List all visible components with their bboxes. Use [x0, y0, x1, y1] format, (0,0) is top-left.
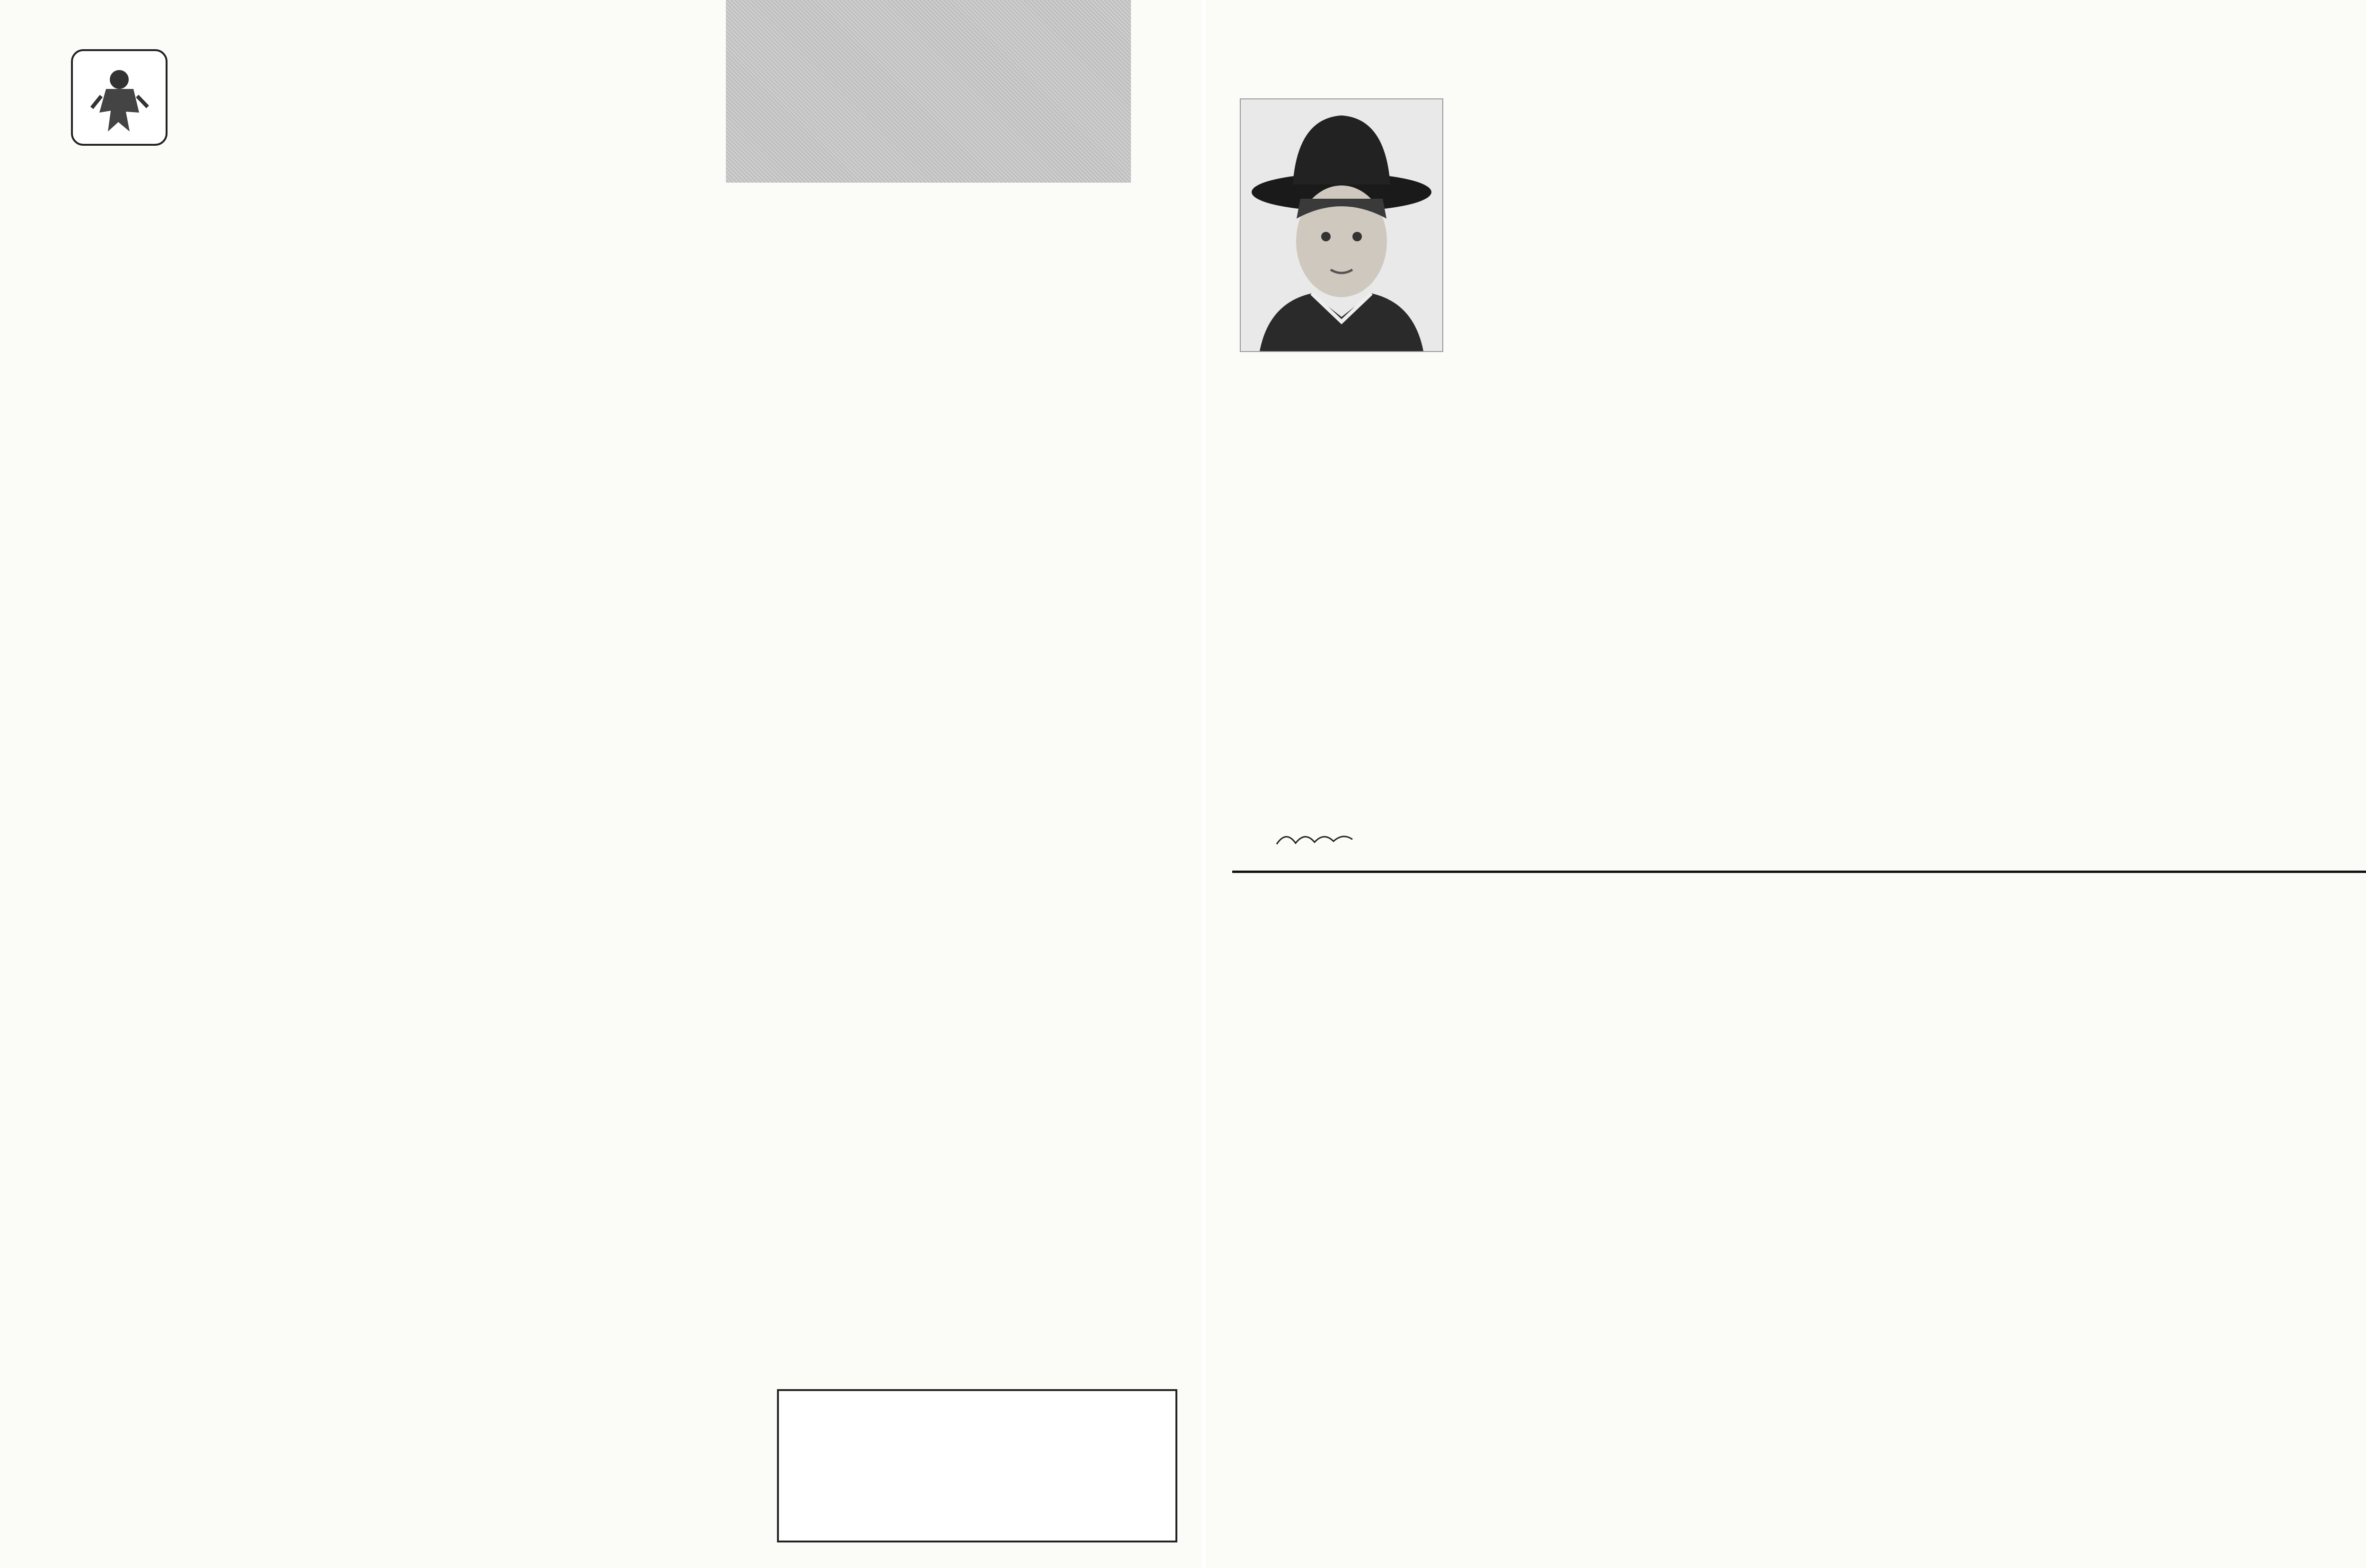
- page-divider: [1232, 871, 2366, 873]
- handwritten-mark: [1272, 825, 1357, 854]
- recap-box: [726, 0, 1131, 183]
- note-block: [1461, 815, 1521, 847]
- champion-signature: [1062, 830, 1161, 872]
- note-line-2: [1461, 831, 1521, 846]
- forfeit-box: [777, 1389, 1177, 1542]
- right-page: [1206, 0, 2366, 1568]
- ikwf-logo: [71, 49, 168, 146]
- wrestler-photo: [1240, 98, 1443, 352]
